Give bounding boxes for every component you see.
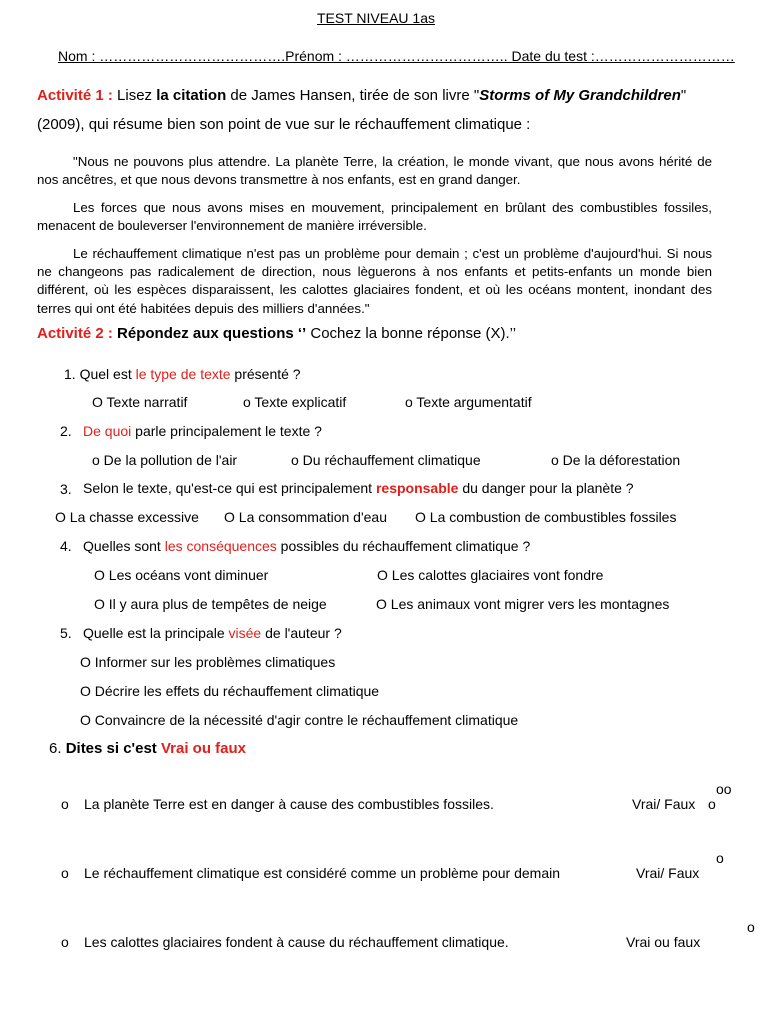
tf-bullet-1: o: [61, 796, 69, 812]
question-6: 6. Dites si c'est Vrai ou faux: [49, 740, 246, 757]
tf-statement-1: La planète Terre est en danger à cause des combustibles fossiles.: [84, 796, 494, 812]
tf-statement-2: Le réchauffement climatique est considéré comme un problème pour demain: [84, 865, 560, 881]
q3-option-eau[interactable]: O La consommation d'eau: [224, 509, 387, 525]
q1-option-explicatif[interactable]: o Texte explicatif: [243, 394, 347, 410]
q1-option-narratif[interactable]: O Texte narratif: [92, 394, 188, 410]
q1-option-argumentatif[interactable]: o Texte argumentatif: [405, 394, 532, 410]
q5-option-informer[interactable]: O Informer sur les problèmes climatiques: [80, 654, 336, 670]
q4-option-calottes[interactable]: O Les calottes glaciaires vont fondre: [377, 567, 604, 583]
question-4-number: 4.: [60, 538, 72, 554]
question-1: 1. Quel est le type de texte présenté ?: [64, 366, 301, 382]
q5-option-convaincre[interactable]: O Convaincre de la nécessité d'agir contre le réchauffement climatique: [80, 712, 519, 728]
q4-option-oceans[interactable]: O Les océans vont diminuer: [94, 567, 269, 583]
quote-paragraph-2: Les forces que nous avons mises en mouvement, principalement en brûlant des combustibles fossiles, menacent de bouleverser l'environnement de manière irréversible.: [37, 200, 712, 234]
page-title: TEST NIVEAU 1as: [317, 10, 436, 26]
tf-mark-1: o: [708, 796, 716, 812]
quote-paragraph-3: Le réchauffement climatique n'est pas un problème pour demain ; c'est un problème d'aujourd'hui. Si nous ne changeons pas radicalement de direction, nous lèguerons à nos enfants et petits-enfants un monde bien différent, où les espèces disparaissent, les calottes glaciaires fondent, et où les océans montent, inondant des terres qui ont été habitées depuis des milliers d'années.": [37, 246, 712, 316]
tf-answer-3[interactable]: Vrai ou faux: [626, 934, 701, 950]
tf-mark-top-3: o: [747, 919, 755, 935]
student-info-line: Nom : ………………………………….Prénom : …………………………….. Date du test :…………………………: [58, 48, 735, 64]
tf-mark-top-2: o: [716, 850, 724, 866]
activity2-instruction: Activité 2 : Répondez aux questions ‘’ Cochez la bonne réponse (X).’’: [37, 325, 517, 342]
q3-option-combustion[interactable]: O La combustion de combustibles fossiles: [415, 509, 677, 525]
tf-statement-3: Les calottes glaciaires fondent à cause du réchauffement climatique.: [84, 934, 509, 950]
tf-answer-2[interactable]: Vrai/ Faux: [636, 865, 700, 881]
question-2: De quoi parle principalement le texte ?: [83, 423, 322, 439]
question-3-number: 3.: [60, 481, 72, 497]
quote-paragraph-1: "Nous ne pouvons plus attendre. La planète Terre, la création, le monde vivant, que nous avons hérité de nos ancêtres, et que nous devons transmettre à nos enfants, est en grand danger.: [37, 154, 712, 188]
q3-option-chasse[interactable]: O La chasse excessive: [55, 509, 199, 525]
q2-option-pollution[interactable]: o De la pollution de l'air: [92, 452, 238, 468]
book-title: Storms of My Grandchildren: [479, 87, 681, 104]
question-2-number: 2.: [60, 423, 72, 439]
question-5-number: 5.: [60, 625, 72, 641]
tf-answer-1[interactable]: Vrai/ Faux: [632, 796, 696, 812]
tf-bullet-2: o: [61, 865, 69, 881]
question-3: Selon le texte, qu'est-ce qui est principalement responsable du danger pour la planète ?: [83, 480, 634, 496]
activity2-label: Activité 2 :: [37, 325, 113, 342]
activity1-label: Activité 1 :: [37, 87, 113, 104]
tf-mark-top-1: oo: [716, 781, 732, 797]
question-5: Quelle est la principale visée de l'auteur ?: [83, 625, 342, 641]
q2-option-deforestation[interactable]: o De la déforestation: [551, 452, 681, 468]
q4-option-animaux[interactable]: O Les animaux vont migrer vers les montagnes: [376, 596, 670, 612]
question-4: Quelles sont les conséquences possibles du réchauffement climatique ?: [83, 538, 531, 554]
q2-option-rechauffement[interactable]: o Du réchauffement climatique: [291, 452, 481, 468]
q4-option-tempetes[interactable]: O Il y aura plus de tempêtes de neige: [94, 596, 327, 612]
q5-option-decrire[interactable]: O Décrire les effets du réchauffement climatique: [80, 683, 380, 699]
tf-bullet-3: o: [61, 934, 69, 950]
activity1-instruction-line2: (2009), qui résume bien son point de vue sur le réchauffement climatique :: [37, 116, 531, 133]
activity1-instruction: Activité 1 : Lisez la citation de James Hansen, tirée de son livre "Storms of My Grandchildren": [37, 87, 687, 104]
